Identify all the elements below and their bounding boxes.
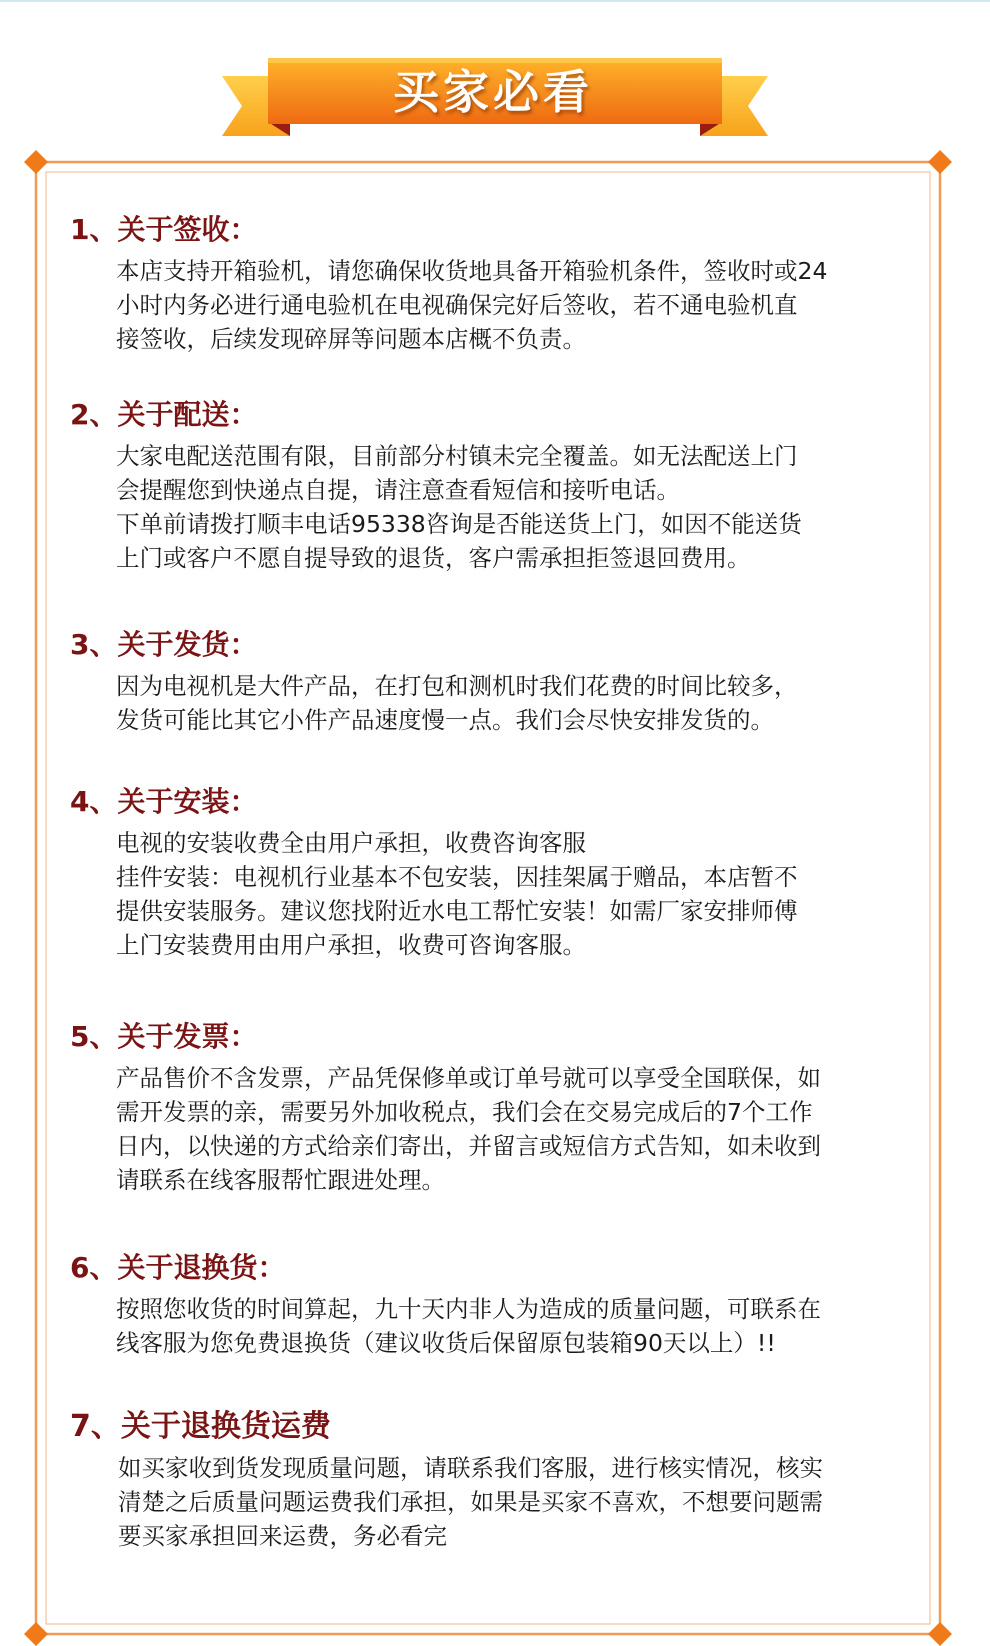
section-body (116, 669, 930, 737)
section-delivery (70, 395, 930, 575)
section-heading: 5、关于发票： (70, 1020, 258, 1053)
section-installation (70, 782, 930, 962)
section-receipt (70, 210, 930, 356)
body-line: 上门或客户不愿自提导致的退货，客户需承担拒签退回费用。 (116, 544, 751, 572)
corner-diamond-bottom-right (928, 1622, 952, 1646)
body-line: 大家电配送范围有限，目前部分村镇未完全覆盖。如无法配送上门 (116, 442, 798, 470)
body-line: 下单前请拨打顺丰电话95338咨询是否能送货上门，如因不能送货 (116, 510, 802, 538)
section-body (116, 1292, 930, 1360)
corner-diamond-top-left (24, 150, 48, 174)
corner-diamond-bottom-left (24, 1622, 48, 1646)
body-line: 如买家收到货发现质量问题，请联系我们客服，进行核实情况，核实 (118, 1454, 823, 1482)
section-returns (70, 1248, 930, 1360)
section-body (116, 254, 930, 356)
section-heading: 2、关于配送： (70, 398, 258, 431)
section-body (116, 439, 930, 575)
section-shipping (70, 625, 930, 737)
page-title: 买家必看 (393, 65, 593, 119)
body-line: 要买家承担回来运费，务必看完 (118, 1522, 447, 1550)
body-line: 线客服为您免费退换货（建议收货后保留原包装箱90天以上）!! (116, 1329, 776, 1357)
section-heading: 3、关于发货： (70, 628, 258, 661)
section-heading: 6、关于退换货： (70, 1251, 286, 1284)
body-line: 本店支持开箱验机，请您确保收货地具备开箱验机条件，签收时或24 (116, 257, 828, 285)
title-banner (0, 0, 990, 150)
body-line: 需开发票的亲，需要另外加收税点，我们会在交易完成后的7个工作 (116, 1098, 813, 1126)
body-line: 提供安装服务。建议您找附近水电工帮忙安装！如需厂家安排师傅 (116, 897, 798, 925)
body-line: 因为电视机是大件产品，在打包和测机时我们花费的时间比较多， (116, 672, 798, 700)
body-line: 会提醒您到快递点自提，请注意查看短信和接听电话。 (116, 476, 680, 504)
body-line: 电视的安装收费全由用户承担，收费咨询客服 (116, 829, 586, 857)
corner-diamond-top-right (928, 150, 952, 174)
section-heading: 4、关于安装： (70, 785, 258, 818)
body-line: 挂件安装：电视机行业基本不包安装，因挂架属于赠品，本店暂不 (116, 863, 798, 891)
body-line: 日内，以快递的方式给亲们寄出，并留言或短信方式告知，如未收到 (116, 1132, 821, 1160)
body-line: 产品售价不含发票，产品凭保修单或订单号就可以享受全国联保，如 (116, 1064, 821, 1092)
body-line: 发货可能比其它小件产品速度慢一点。我们会尽快安排发货的。 (116, 706, 774, 734)
section-heading: 7、关于退换货运费 (70, 1409, 331, 1444)
section-body (118, 1451, 930, 1553)
section-heading: 1、关于签收： (70, 213, 258, 246)
body-line: 请联系在线客服帮忙跟进处理。 (116, 1166, 445, 1194)
section-body (116, 1061, 930, 1197)
body-line: 上门安装费用由用户承担，收费可咨询客服。 (116, 931, 586, 959)
section-invoice (70, 1017, 930, 1197)
section-body (116, 826, 930, 962)
body-line: 清楚之后质量问题运费我们承担，如果是买家不喜欢，不想要问题需 (118, 1488, 823, 1516)
body-line: 小时内务必进行通电验机在电视确保完好后签收，若不通电验机直 (116, 291, 798, 319)
body-line: 按照您收货的时间算起，九十天内非人为造成的质量问题，可联系在 (116, 1295, 821, 1323)
section-return-shipping-fee (70, 1407, 930, 1553)
body-line: 接签收，后续发现碎屏等问题本店概不负责。 (116, 325, 586, 353)
